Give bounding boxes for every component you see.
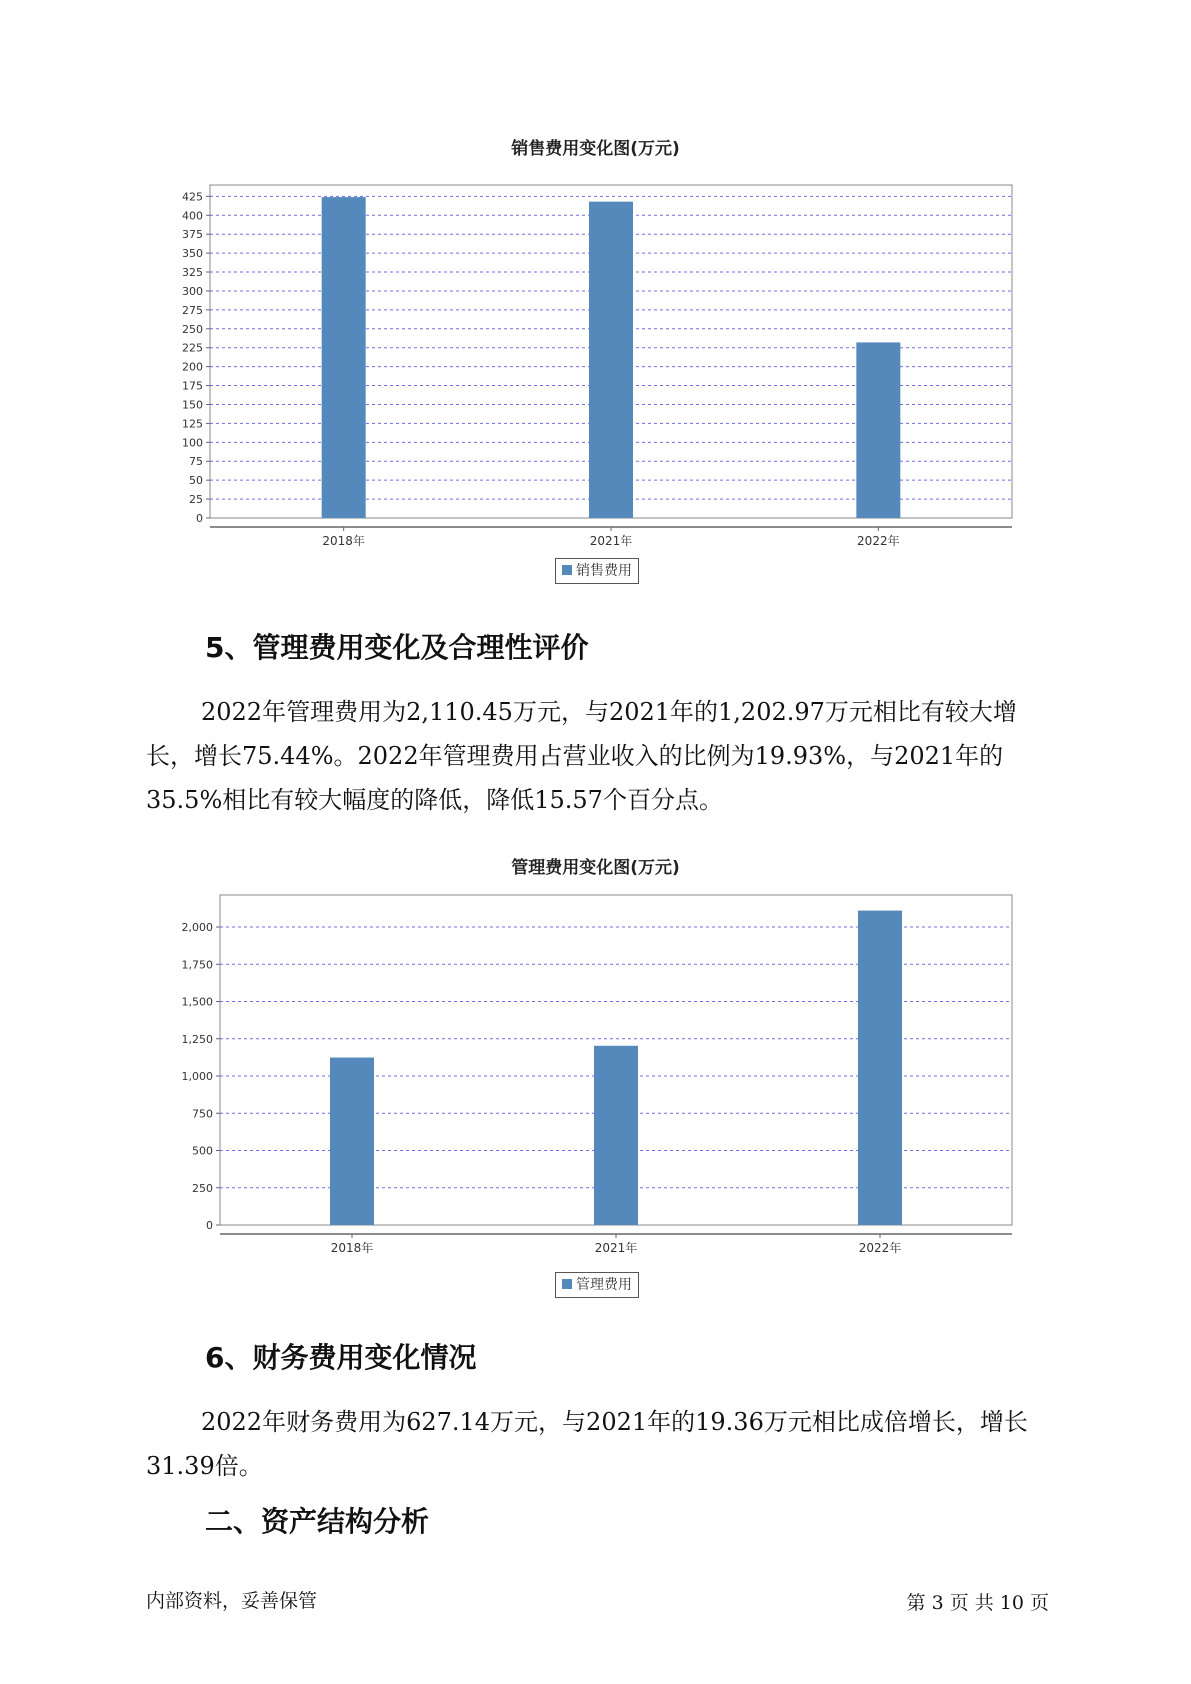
section-6-paragraph: 2022年财务费用为627.14万元，与2021年的19.36万元相比成倍增长，增长31.39倍。 — [146, 1408, 1028, 1480]
y-tick-label: 425 — [182, 190, 203, 204]
y-tick-label: 2,000 — [181, 921, 213, 935]
y-tick-label: 50 — [189, 474, 203, 488]
y-tick-label: 1,000 — [181, 1070, 213, 1084]
x-tick-label: 2021年 — [594, 1241, 638, 1255]
x-tick-label: 2022年 — [858, 1241, 902, 1255]
y-tick-label: 1,750 — [181, 958, 213, 972]
legend-swatch — [562, 565, 572, 575]
x-tick-label: 2018年 — [330, 1241, 374, 1255]
bar — [322, 197, 366, 518]
section-5-paragraph: 2022年管理费用为2,110.45万元，与2021年的1,202.97万元相比有较大增长，增长75.44%。2022年管理费用占营业收入的比例为19.93%，与2021年的35.5%相比有较大幅度的降低，降低15.57个百分点。 — [146, 698, 1017, 814]
y-tick-label: 350 — [182, 247, 203, 261]
bar — [856, 342, 900, 518]
y-tick-label: 75 — [189, 455, 203, 469]
y-tick-label: 500 — [192, 1144, 213, 1158]
y-tick-label: 250 — [192, 1181, 213, 1195]
y-tick-label: 400 — [182, 209, 203, 223]
section-6-heading: 6、财务费用变化情况 — [205, 1341, 477, 1374]
y-tick-label: 175 — [182, 379, 203, 393]
y-tick-label: 200 — [182, 360, 203, 374]
mgmt-chart-title: 管理费用变化图(万元) — [511, 858, 680, 878]
x-tick-label: 2018年 — [322, 534, 365, 548]
x-tick-label: 2021年 — [589, 534, 633, 548]
sales-expense-chart — [0, 160, 1191, 560]
y-tick-label: 125 — [182, 417, 203, 431]
bar — [594, 1046, 638, 1225]
sales-chart-legend — [555, 558, 639, 584]
y-tick-label: 750 — [192, 1107, 213, 1121]
y-tick-label: 325 — [182, 266, 203, 280]
sales-chart-title: 销售费用变化图(万元) — [511, 139, 680, 159]
bar — [589, 202, 633, 518]
y-tick-label: 100 — [182, 436, 203, 450]
y-tick-label: 1,250 — [181, 1032, 213, 1046]
footer-page-number: 第 3 页 共 10 页 — [906, 1592, 1049, 1614]
section-5-heading: 5、管理费用变化及合理性评价 — [205, 631, 589, 664]
y-tick-label: 1,500 — [181, 995, 213, 1009]
bar — [858, 911, 902, 1225]
bar — [330, 1058, 374, 1225]
legend-label: 销售费用 — [576, 563, 632, 579]
y-tick-label: 25 — [189, 493, 203, 507]
y-tick-label: 250 — [182, 322, 203, 336]
y-tick-label: 375 — [182, 228, 203, 242]
legend-swatch — [562, 1279, 572, 1289]
x-tick-label: 2022年 — [857, 534, 900, 548]
legend-label: 管理费用 — [576, 1277, 632, 1293]
mgmt-expense-chart — [0, 880, 1191, 1280]
y-tick-label: 225 — [182, 341, 203, 355]
part-2-heading: 二、资产结构分析 — [205, 1505, 430, 1538]
y-tick-label: 0 — [206, 1219, 213, 1232]
y-tick-label: 300 — [182, 284, 203, 298]
footer-confidential: 内部资料，妥善保管 — [146, 1590, 318, 1612]
y-tick-label: 275 — [182, 303, 203, 317]
y-tick-label: 150 — [182, 398, 203, 412]
mgmt-chart-legend — [555, 1272, 639, 1298]
y-tick-label: 0 — [196, 512, 203, 525]
